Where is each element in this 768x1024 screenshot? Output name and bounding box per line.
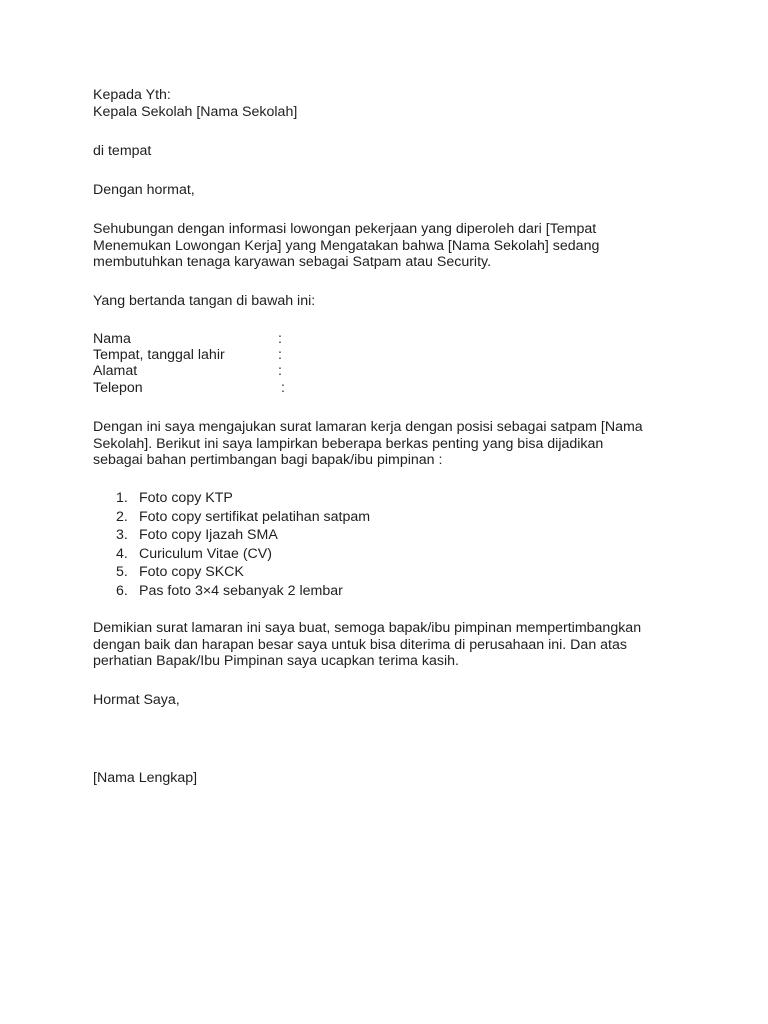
signoff: Hormat Saya, [93, 692, 180, 708]
application-line: Sekolah]. Berikut ini saya lampirkan beberapa berkas penting yang bisa dijadikan [93, 435, 604, 452]
field-colon: : [281, 380, 285, 396]
field-label: Alamat [93, 363, 138, 379]
greeting: Dengan hormat, [93, 182, 195, 198]
closing-paragraph [93, 620, 693, 670]
list-number: 6. [116, 583, 128, 599]
closing-line: perhatian Bapak/Ibu Pimpinan saya ucapkan terima kasih. [93, 653, 459, 669]
field-label: Telepon [93, 380, 143, 396]
list-number: 1. [116, 490, 128, 506]
list-text: Foto copy Ijazah SMA [139, 527, 278, 543]
place-line: di tempat [93, 143, 152, 159]
list-text: Foto copy KTP [139, 490, 233, 506]
recipient-line-2: Kepala Sekolah [Nama Sekolah] [93, 104, 298, 120]
list-text: Curiculum Vitae (CV) [139, 546, 272, 562]
intro-line: Menemukan Lowongan Kerja] yang Mengatakan bahwa [Nama Sekolah] sedang [93, 237, 600, 254]
list-text: Pas foto 3×4 sebanyak 2 lembar [139, 583, 343, 599]
field-colon: : [278, 363, 282, 379]
application-line: Dengan ini saya mengajukan surat lamaran kerja dengan posisi sebagai satpam [Nama [93, 419, 643, 435]
list-number: 3. [116, 527, 128, 543]
closing-line: dengan baik dan harapan besar saya untuk bisa diterima di perusahaan ini. Dan atas [93, 636, 627, 653]
field-colon: : [278, 331, 282, 347]
intro-line: membutuhkan tenaga karyawan sebagai Satpam atau Security. [93, 254, 492, 270]
list-number: 4. [116, 546, 128, 562]
application-line: sebagai bahan pertimbangan bagi bapak/ibu pimpinan : [93, 452, 443, 468]
recipient-line-1: Kepada Yth: [93, 87, 171, 103]
field-label: Tempat, tanggal lahir [93, 347, 225, 363]
undersigned-line: Yang bertanda tangan di bawah ini: [93, 293, 316, 309]
list-number: 2. [116, 509, 128, 525]
closing-line: Demikian surat lamaran ini saya buat, semoga bapak/ibu pimpinan mempertimbangkan [93, 620, 642, 636]
list-number: 5. [116, 564, 128, 580]
intro-line: Sehubungan dengan informasi lowongan pekerjaan yang diperoleh dari [Tempat [93, 221, 597, 237]
intro-paragraph [93, 221, 693, 271]
signature-name: [Nama Lengkap] [93, 770, 198, 786]
field-label: Nama [93, 331, 131, 347]
list-text: Foto copy sertifikat pelatihan satpam [139, 509, 371, 525]
field-colon: : [278, 347, 282, 363]
application-paragraph [93, 419, 693, 469]
list-text: Foto copy SKCK [139, 564, 244, 580]
